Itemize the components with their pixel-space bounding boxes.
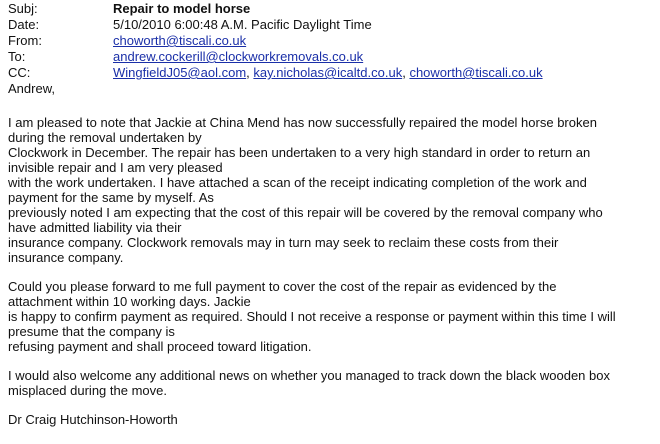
body-line: is happy to confirm payment as required. Should I not receive a response or payment within this time I will (8, 309, 616, 324)
body-line: Could you please forward to me full payment to cover the cost of the repair as evidenced by the (8, 279, 557, 294)
body-line: misplaced during the move. (8, 383, 167, 398)
date-value: 5/10/2010 6:00:48 A.M. Pacific Daylight Time (113, 17, 372, 32)
date-label: Date: (8, 17, 40, 32)
cc-list (113, 65, 656, 81)
cc-label: CC: (8, 65, 31, 80)
cc-email-link[interactable]: choworth@tiscali.co.uk (409, 65, 543, 80)
body-line: attachment within 10 working days. Jackie (8, 294, 251, 309)
subject-value: Repair to model horse (113, 1, 251, 16)
to-label: To: (8, 49, 26, 64)
body-line: have admitted liability via their (8, 220, 182, 235)
cc-separator: , (402, 65, 410, 80)
email-body (8, 115, 656, 398)
signature: Dr Craig Hutchinson-Howorth (8, 412, 178, 427)
body-line: with the work undertaken. I have attached a scan of the receipt indicating completion of the work and (8, 175, 587, 190)
from-row (8, 33, 656, 49)
to-row (8, 49, 656, 65)
body-line: invisible repair and I am very pleased (8, 160, 223, 175)
cc-separator: , (246, 65, 254, 80)
subject-label: Subj: (8, 1, 38, 16)
body-line: previously noted I am expecting that the cost of this repair will be covered by the removal company who (8, 205, 603, 220)
email-header (8, 1, 656, 81)
email-printout (8, 1, 656, 428)
cc-row (8, 65, 656, 81)
body-line: I am pleased to note that Jackie at China Mend has now successfully repaired the model horse broken (8, 115, 597, 130)
subject-row (8, 1, 656, 17)
from-email-link[interactable]: choworth@tiscali.co.uk (113, 33, 247, 48)
body-line: presume that the company is (8, 324, 175, 339)
body-line: I would also welcome any additional news on whether you managed to track down the black wooden box (8, 368, 610, 383)
from-label: From: (8, 33, 42, 48)
body-paragraph (8, 115, 656, 265)
body-line: insurance company. (8, 250, 124, 265)
body-line: insurance company. Clockwork removals may in turn may seek to reclaim these costs from their (8, 235, 559, 250)
body-line: during the removal undertaken by (8, 130, 202, 145)
greeting: Andrew, (8, 81, 55, 96)
body-line: Clockwork in December. The repair has been undertaken to a very high standard in order to return an (8, 145, 591, 160)
body-paragraph (8, 368, 656, 398)
body-line: payment for the same by myself. As (8, 190, 214, 205)
date-row (8, 17, 656, 33)
cc-email-link[interactable]: WingfieldJ05@aol.com (113, 65, 247, 80)
body-line: refusing payment and shall proceed toward litigation. (8, 339, 312, 354)
cc-email-link[interactable]: kay.nicholas@icaltd.co.uk (253, 65, 403, 80)
to-email-link[interactable]: andrew.cockerill@clockworkremovals.co.uk (113, 49, 364, 64)
body-paragraph (8, 279, 656, 354)
